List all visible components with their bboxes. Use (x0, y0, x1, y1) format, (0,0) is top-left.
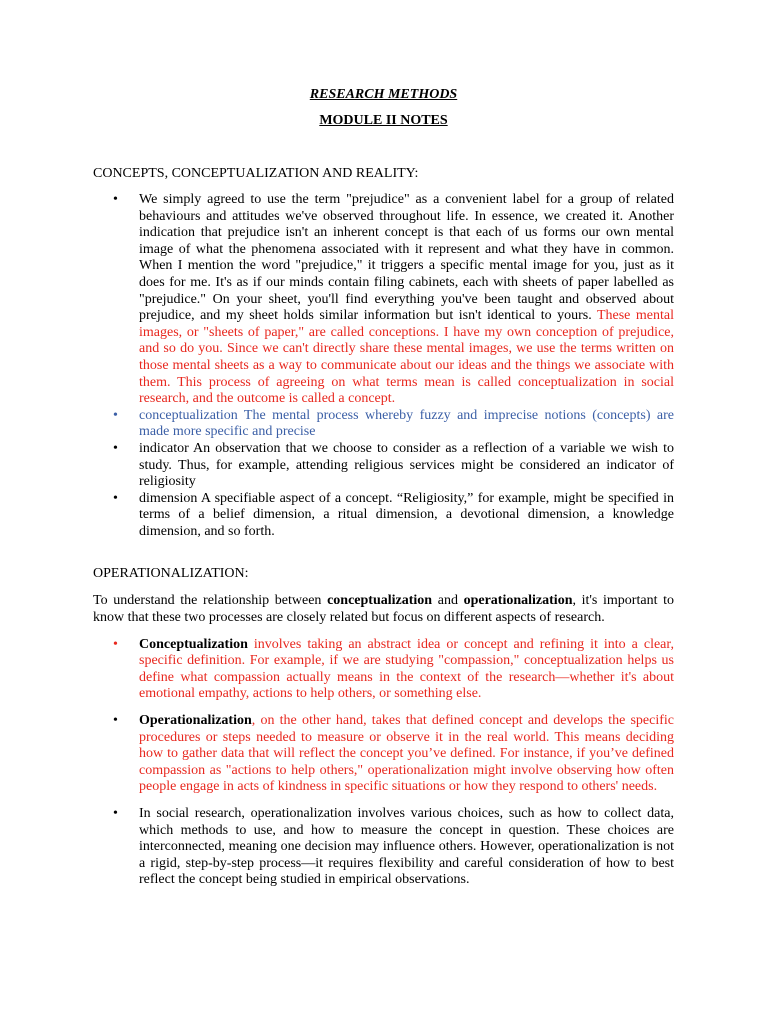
bullet-icon: • (113, 490, 118, 506)
list-item (93, 713, 674, 796)
bullet-icon: • (113, 407, 118, 423)
bullet-icon: • (113, 192, 118, 207)
intro-text: , it's important to know that these two processes are closely related but focus on different aspects of research. (93, 593, 674, 626)
bullet-text-highlight: involves taking an abstract idea or concept and refining it into a clear, specific definition. For example, if we are studying "compassion," conceptualization helps us define what compassion actually means in the context of the research—whether it's about emotional empathy, actions to help others, or something else. (139, 636, 674, 702)
bullet-text: We simply agreed to use the term "prejudice" as a convenient label for a group of related behaviours and attitudes we've observed throughout life. In essence, we created it. Another indication that prejudice isn't an inherent concept is that each of us forms our own mental image of what the phenomena associated with it represent and what they have in common. When I mention the word "prejudice," it triggers a specific mental image for you, just as it does for me. It's as if our minds contain filing cabinets, each with sheets of paper labelled as "prejudice." On your sheet, you'll find everything you've been taught and observed about prejudice, and my sheet holds similar information but isn't identical to yours. (139, 192, 674, 324)
bullet-icon: • (113, 636, 118, 652)
bullet-icon: • (113, 806, 118, 821)
intro-bold-term: operationalization (463, 593, 573, 609)
bullet-text-highlight: These mental images, or "sheets of paper," are called conceptions. I have my own conception of prejudice, and so do you. Since we can't directly share these mental images, we use the terms written on those mental sheets as a way to communicate about our ideas and the things we associate with them. This process of agreeing on what terms mean is called conceptualization in social research, and the outcome is called a concept. (139, 308, 675, 407)
intro-text: To understand the relationship between (93, 593, 328, 609)
list-item (93, 491, 674, 541)
bullet-text: In social research, operationalization involves various choices, such as how to collect data, which methods to use, and how to measure the concept in question. These choices are interconnected, meaning one decision may influence others. However, operationalization is not a rigid, step-by-step process—it requires flexibility and careful consideration of how to best reflect the concept being studied in empirical observations. (139, 806, 674, 888)
bullet-icon: • (113, 440, 118, 456)
bullet-text: dimension A specifiable aspect of a concept. “Religiosity,” for example, might be specified in terms of a belief dimension, a ritual dimension, a devotional dimension, a knowledge dimension, and so forth. (139, 490, 674, 539)
section-heading-operationalization: OPERATIONALIZATION: (93, 566, 249, 582)
section-heading-concepts: CONCEPTS, CONCEPTUALIZATION AND REALITY: (93, 166, 419, 181)
document-title: RESEARCH METHODS (309, 87, 458, 102)
bullet-text: indicator An observation that we choose to consider as a reflection of a variable we wish to study. Thus, for example, attending religious services might be considered an indicator of religiosity (139, 440, 674, 490)
intro-text: and (432, 593, 464, 609)
list-item (93, 408, 674, 441)
bullet-icon: • (113, 713, 118, 729)
list-item (93, 806, 674, 889)
bullet-text: conceptualization The mental process whereby fuzzy and imprecise notions (concepts) are made more specific and precise (139, 407, 674, 440)
list-item (93, 637, 674, 703)
document-subtitle: MODULE II NOTES (319, 113, 448, 128)
intro-paragraph (93, 593, 674, 626)
list-item (93, 192, 674, 408)
intro-bold-term: conceptualization (327, 593, 433, 609)
list-item (93, 441, 674, 491)
concepts-bullet-list (93, 192, 674, 540)
document-page (93, 86, 674, 889)
bullet-bold-term: Operationalization (139, 713, 252, 729)
operationalization-bullet-list (93, 637, 674, 889)
bullet-bold-term: Conceptualization (139, 636, 248, 652)
bullet-text-highlight: , on the other hand, takes that defined concept and develops the specific procedures or steps needed to measure or observe it in the real world. This means deciding how to gather data that will reflect the concept you’ve defined. For instance, if you’ve defined compassion as "actions to help others," operationalization might involve observing how often people engage in acts of kindness in specific situations or how they respond to others' needs. (139, 713, 674, 795)
